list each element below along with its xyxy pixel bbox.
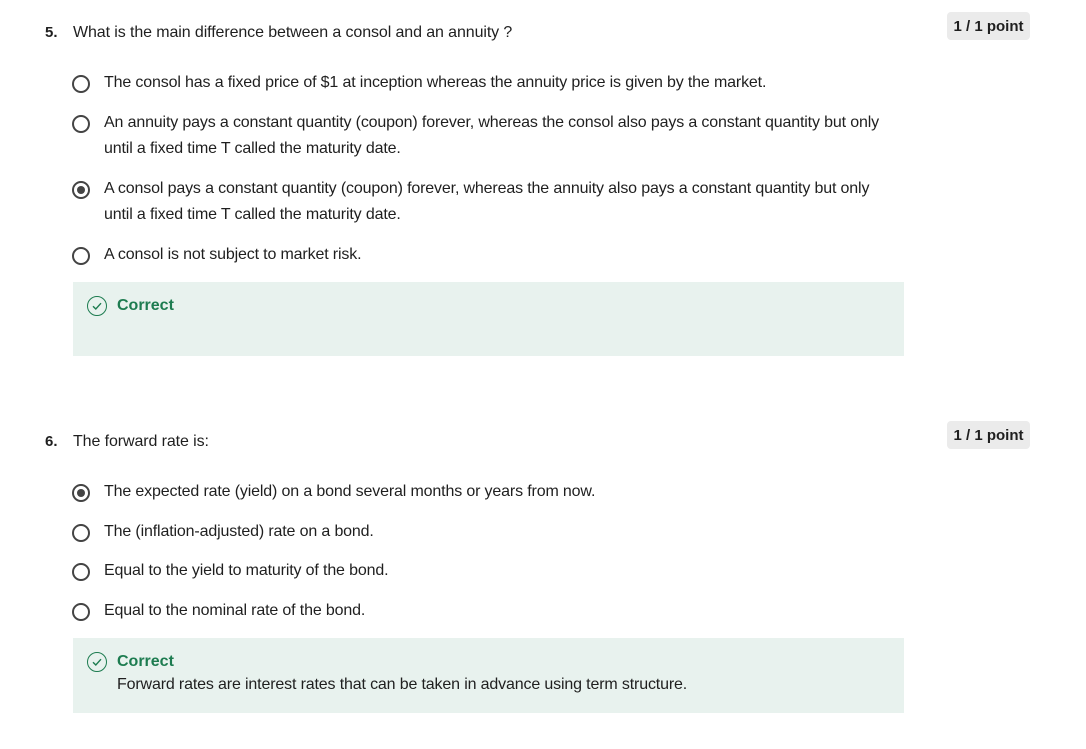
option-label: A consol pays a constant quantity (coupon) forever, whereas the annuity also pays a constant quantity but only until a fixed time T called the maturity date.: [104, 180, 870, 223]
radio-button[interactable]: [72, 115, 90, 133]
option-label: The (inflation-adjusted) rate on a bond.: [104, 523, 374, 540]
check-circle-icon: [87, 652, 107, 672]
feedback-panel: [73, 638, 904, 713]
option-6-1[interactable]: [72, 483, 902, 505]
option-label: A consol is not subject to market risk.: [104, 246, 362, 263]
option-label: Equal to the nominal rate of the bond.: [104, 602, 366, 619]
feedback-panel: [73, 282, 904, 356]
radio-button[interactable]: [72, 247, 90, 265]
option-label: The expected rate (yield) on a bond several months or years from now.: [104, 483, 596, 500]
option-5-1[interactable]: [72, 74, 902, 96]
feedback-label: Correct: [117, 297, 174, 314]
question-text: The forward rate is:: [73, 433, 209, 450]
option-label: An annuity pays a constant quantity (coupon) forever, whereas the consol also pays a constant quantity but only until a fixed time T called the maturity date.: [104, 114, 879, 157]
feedback-explanation: Forward rates are interest rates that can be taken in advance using term structure.: [117, 676, 688, 693]
radio-button[interactable]: [72, 563, 90, 581]
question-number: 5.: [45, 24, 58, 41]
option-6-3[interactable]: [72, 562, 902, 584]
check-circle-icon: [87, 296, 107, 316]
option-label: The consol has a fixed price of $1 at inception whereas the annuity price is given by the market.: [104, 74, 767, 91]
radio-button-selected[interactable]: [72, 484, 90, 502]
radio-button[interactable]: [72, 603, 90, 621]
points-badge: 1 / 1 point: [947, 421, 1030, 449]
feedback-header: [87, 652, 174, 672]
points-badge: 1 / 1 point: [947, 12, 1030, 40]
option-5-2[interactable]: [72, 114, 902, 162]
option-label: Equal to the yield to maturity of the bond.: [104, 562, 389, 579]
option-5-4[interactable]: [72, 246, 902, 268]
question-number: 6.: [45, 433, 58, 450]
question-text: What is the main difference between a consol and an annuity ?: [73, 24, 513, 41]
radio-button[interactable]: [72, 524, 90, 542]
radio-button[interactable]: [72, 75, 90, 93]
option-6-2[interactable]: [72, 523, 902, 545]
option-5-3[interactable]: [72, 180, 902, 228]
feedback-header: [87, 296, 174, 316]
option-6-4[interactable]: [72, 602, 902, 624]
feedback-label: Correct: [117, 653, 174, 670]
radio-button-selected[interactable]: [72, 181, 90, 199]
